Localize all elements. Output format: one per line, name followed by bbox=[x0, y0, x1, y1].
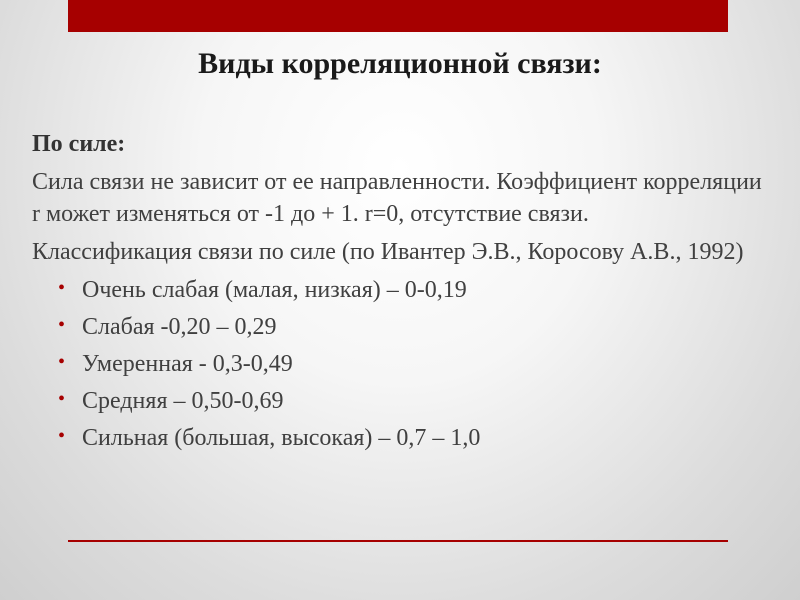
top-accent-bar bbox=[68, 0, 728, 32]
list-item-text: Средняя – 0,50-0,69 bbox=[82, 388, 284, 414]
strength-list bbox=[32, 274, 762, 454]
bullet-icon: • bbox=[58, 314, 66, 336]
list-item-text: Очень слабая (малая, низкая) – 0-0,19 bbox=[82, 277, 467, 303]
bullet-icon: • bbox=[58, 277, 66, 299]
slide-title: Виды корреляционной связи: bbox=[198, 47, 602, 80]
paragraph-direction: Сила связи не зависит от ее направленности. Коэффициент корреляции r может изменяться от -1 до + 1. r=0, отсутствие связи. bbox=[32, 169, 762, 227]
list-item bbox=[58, 422, 762, 454]
list-item bbox=[58, 274, 762, 306]
list-item bbox=[58, 311, 762, 343]
bullet-icon: • bbox=[58, 388, 66, 410]
list-item-text: Умеренная - 0,3-0,49 bbox=[82, 351, 293, 377]
slide-content bbox=[32, 128, 762, 459]
list-item-text: Слабая -0,20 – 0,29 bbox=[82, 314, 277, 340]
list-item-text: Сильная (большая, высокая) – 0,7 – 1,0 bbox=[82, 425, 481, 451]
list-item bbox=[58, 348, 762, 380]
bullet-icon: • bbox=[58, 351, 66, 373]
bottom-divider bbox=[68, 540, 728, 542]
section-subheading: По силе: bbox=[32, 131, 126, 157]
list-item bbox=[58, 385, 762, 417]
paragraph-classification: Классификация связи по силе (по Ивантер Э.В., Коросову А.В., 1992) bbox=[32, 239, 744, 265]
bullet-icon: • bbox=[58, 425, 66, 447]
